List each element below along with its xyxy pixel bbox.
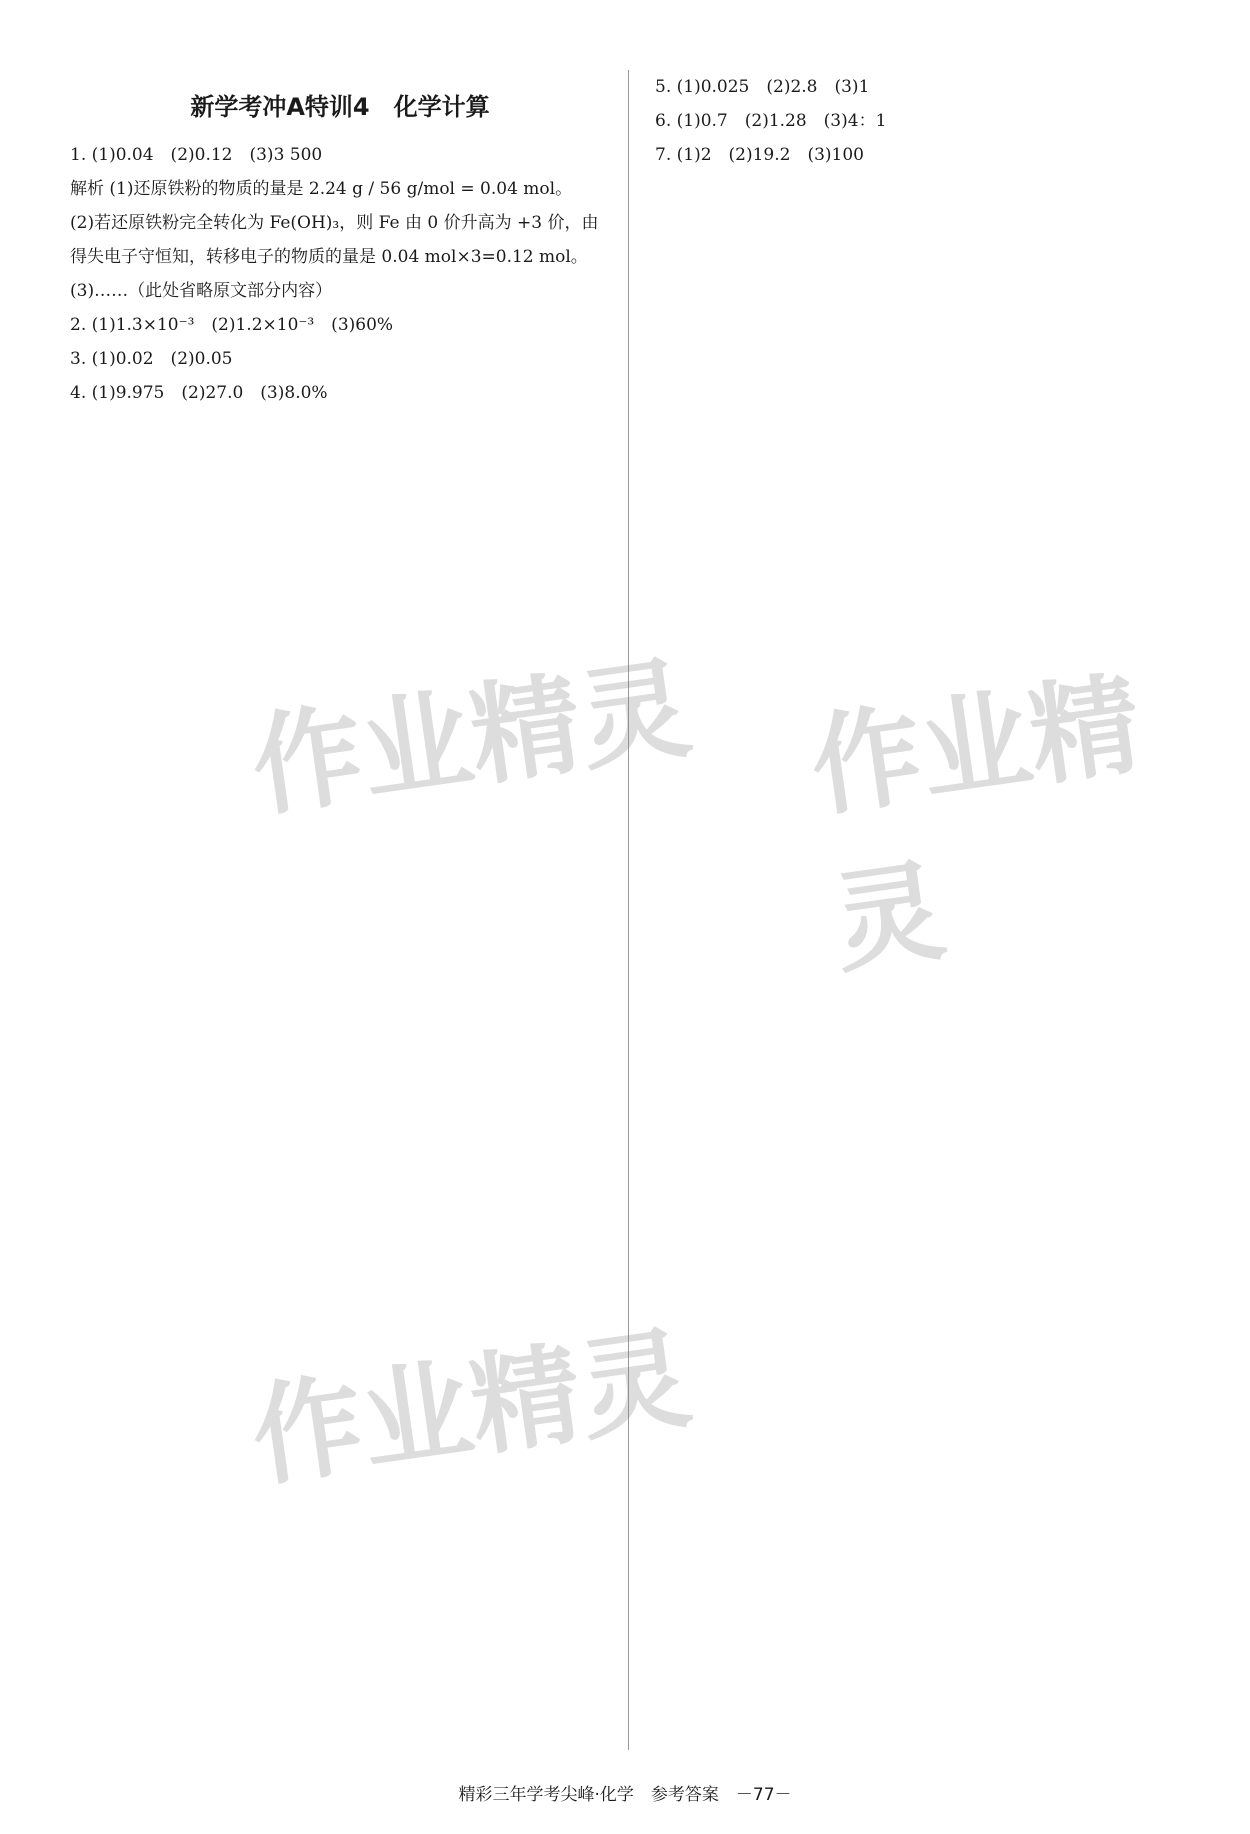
left-column: [70, 70, 610, 410]
left-line: 3. (1)0.02 (2)0.05: [70, 349, 233, 369]
right-line: 6. (1)0.7 (2)1.28 (3)4：1: [655, 111, 887, 131]
page-footer: 精彩三年学考尖峰·化学 参考答案 －77－: [458, 1785, 792, 1805]
watermark: 作业精灵: [244, 1313, 699, 1502]
column-divider: [628, 70, 629, 1750]
watermark: 作业精灵: [244, 643, 699, 832]
page-title: 新学考冲A特训4 化学计算: [190, 93, 490, 121]
watermark: 作业精灵: [803, 659, 1149, 989]
right-column: [655, 70, 1195, 172]
left-line: 4. (1)9.975 (2)27.0 (3)8.0%: [70, 383, 328, 403]
left-line: 1. (1)0.04 (2)0.12 (3)3 500: [70, 145, 323, 165]
right-line: 7. (1)2 (2)19.2 (3)100: [655, 145, 864, 165]
right-line: 5. (1)0.025 (2)2.8 (3)1: [655, 77, 870, 97]
left-line: (3)……（此处省略原文部分内容）: [70, 281, 333, 301]
left-line: 2. (1)1.3×10⁻³ (2)1.2×10⁻³ (3)60%: [70, 315, 394, 335]
left-line: (2)若还原铁粉完全转化为 Fe(OH)₃，则 Fe 由 0 价升高为 +3 价，由得失电子守恒知，转移电子的物质的量是 0.04 mol×3=0.12 mol。: [70, 213, 599, 267]
left-line: 解析 (1)还原铁粉的物质的量是 2.24 g / 56 g/mol = 0.04 mol。: [70, 179, 573, 199]
